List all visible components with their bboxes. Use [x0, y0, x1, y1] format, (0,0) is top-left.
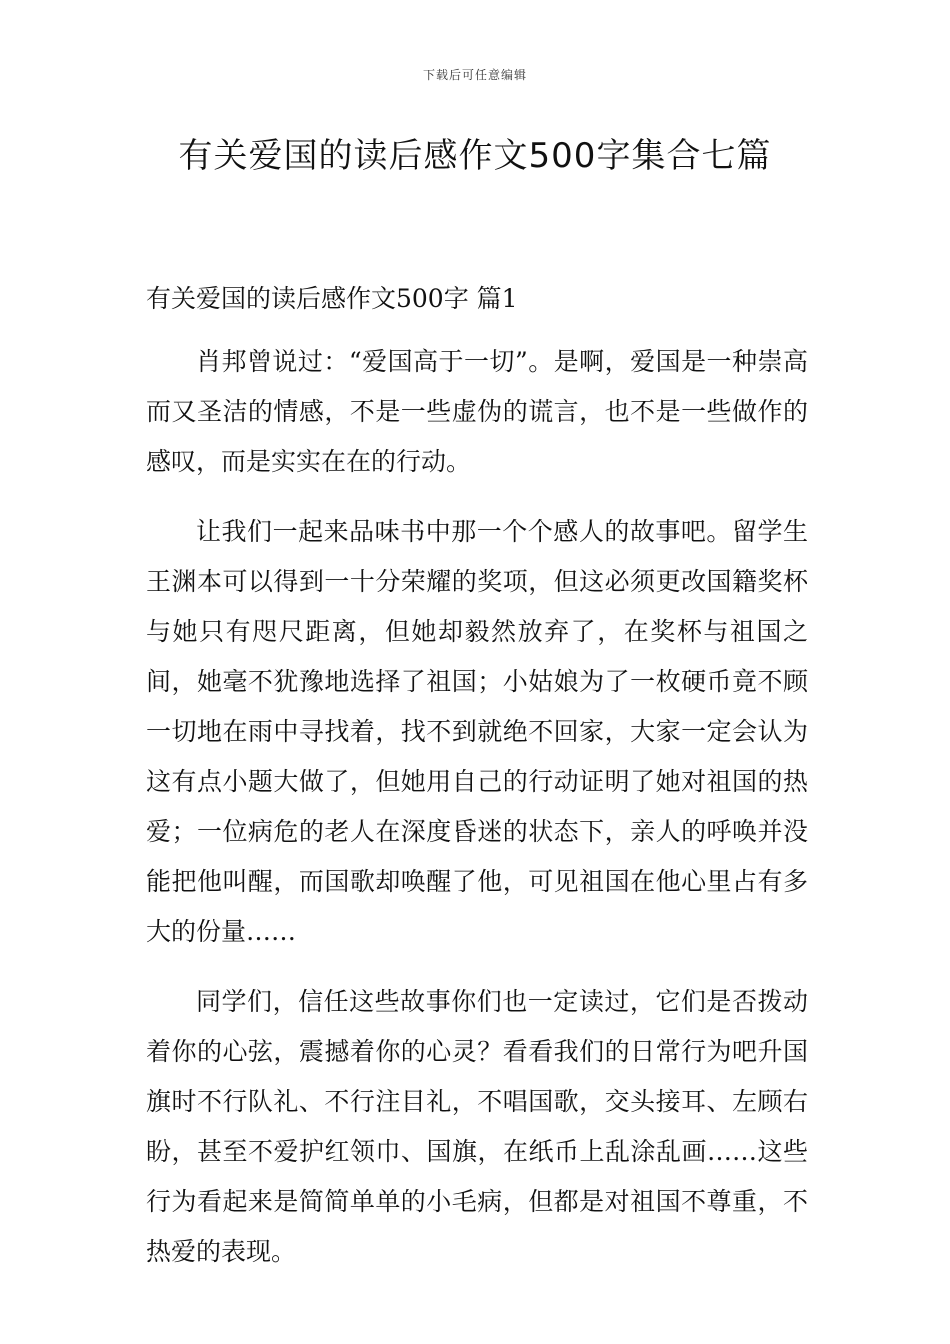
paragraph: 肖邦曾说过：“爱国高于一切”。是啊，爱国是一种崇高而又圣洁的情感，不是一些虚伪的谎言，也不是一些做作的感叹，而是实实在在的行动。	[146, 347, 808, 476]
paragraph: 让我们一起来品味书中那一个个感人的故事吧。留学生王渊本可以得到一十分荣耀的奖项，但这必须更改国籍奖杯与她只有咫尺距离，但她却毅然放弃了，在奖杯与祖国之间，她毫不犹豫地选择了祖国；小姑娘为了一枚硬币竟不顾一切地在雨中寻找着，找不到就绝不回家，大家一定会认为这有点小题大做了，但她用自己的行动证明了她对祖国的热爱；一位病危的老人在深度昏迷的状态下，亲人的呼唤并没能把他叫醒，而国歌却唤醒了他，可见祖国在他心里占有多大的份量……	[146, 517, 808, 946]
header-note: 下载后可任意编辑	[422, 68, 527, 82]
document-body	[146, 281, 808, 1297]
section-heading: 有关爱国的读后感作文500字 篇1	[146, 284, 518, 313]
document-title: 有关爱国的读后感作文500字集合七篇	[178, 136, 772, 176]
paragraph: 同学们，信任这些故事你们也一定读过，它们是否拨动着你的心弦，震撼着你的心灵？看看我们的日常行为吧升国旗时不行队礼、不行注目礼，不唱国歌，交头接耳、左顾右盼，甚至不爱护红领巾、国旗，在纸币上乱涂乱画……这些行为看起来是简简单单的小毛病，但都是对祖国不尊重，不热爱的表现。	[146, 987, 808, 1266]
